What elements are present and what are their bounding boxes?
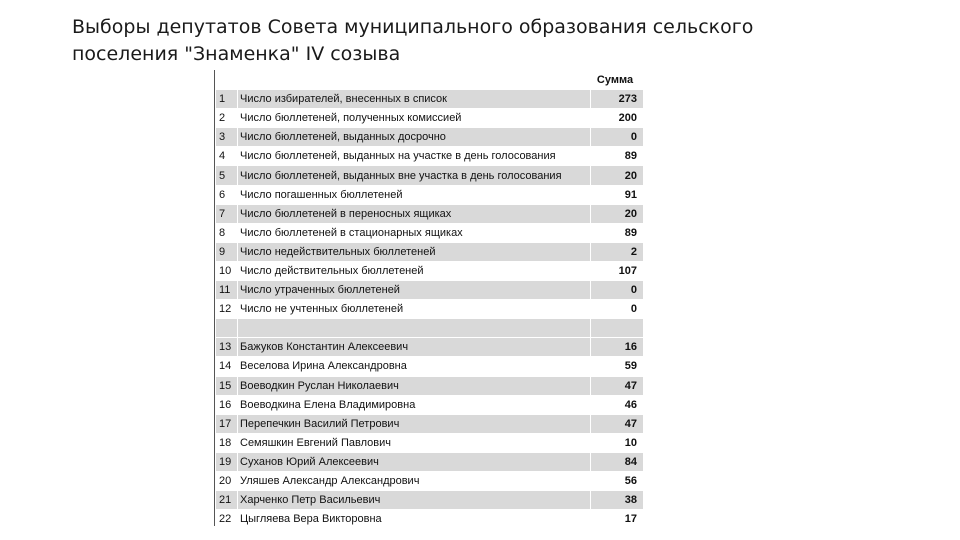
row-number: [216, 319, 238, 338]
row-number: 20: [216, 471, 238, 490]
row-number: 10: [216, 261, 238, 280]
table-row: [216, 338, 644, 357]
row-label: Число не учтенных бюллетеней: [238, 300, 591, 319]
table-row: [216, 109, 644, 128]
row-value: 46: [591, 395, 644, 414]
row-value: 10: [591, 433, 644, 452]
row-label: Число бюллетеней в стационарных ящиках: [238, 223, 591, 242]
row-label: Число бюллетеней, выданных вне участка в день голосования: [238, 166, 591, 185]
table-row: [216, 491, 644, 510]
row-value: 2: [591, 242, 644, 261]
header-label-cell: [238, 71, 591, 90]
row-number: 6: [216, 185, 238, 204]
row-label: Число погашенных бюллетеней: [238, 185, 591, 204]
row-number: 22: [216, 510, 238, 529]
table-row: [216, 204, 644, 223]
table-row: [216, 414, 644, 433]
row-value: 59: [591, 357, 644, 376]
row-value: 89: [591, 223, 644, 242]
row-value: 56: [591, 471, 644, 490]
row-number: 5: [216, 166, 238, 185]
row-number: 16: [216, 395, 238, 414]
row-label: Суханов Юрий Алексеевич: [238, 452, 591, 471]
table-row: [216, 90, 644, 109]
row-number: 15: [216, 376, 238, 395]
row-value: 84: [591, 452, 644, 471]
row-value: 47: [591, 414, 644, 433]
row-value: 107: [591, 261, 644, 280]
row-value: 0: [591, 128, 644, 147]
table-row: [216, 395, 644, 414]
row-value: 20: [591, 166, 644, 185]
row-value: 273: [591, 90, 644, 109]
row-value: 91: [591, 185, 644, 204]
row-number: 12: [216, 300, 238, 319]
slide-title-line-1: Выборы депутатов Совета муниципального образования сельского: [72, 16, 754, 38]
row-label: Число бюллетеней, полученных комиссией: [238, 109, 591, 128]
table-row: [216, 166, 644, 185]
row-label: Воеводкина Елена Владимировна: [238, 395, 591, 414]
row-label: Число бюллетеней в переносных ящиках: [238, 204, 591, 223]
slide-title: [72, 14, 932, 68]
row-label: Уляшев Александр Александрович: [238, 471, 591, 490]
table-header-row: [216, 71, 644, 90]
row-label: Число утраченных бюллетеней: [238, 281, 591, 300]
row-value: 16: [591, 338, 644, 357]
table-spacer-row: [216, 319, 644, 338]
row-value: 47: [591, 376, 644, 395]
row-label: Число бюллетеней, выданных досрочно: [238, 128, 591, 147]
row-number: 18: [216, 433, 238, 452]
row-number: 19: [216, 452, 238, 471]
table-row: [216, 242, 644, 261]
row-number: 14: [216, 357, 238, 376]
row-value: 38: [591, 491, 644, 510]
header-number-cell: [216, 71, 238, 90]
row-label: Семяшкин Евгений Павлович: [238, 433, 591, 452]
table-row: [216, 471, 644, 490]
row-label: Число избирателей, внесенных в список: [238, 90, 591, 109]
table-row: [216, 128, 644, 147]
row-label: Воеводкин Руслан Николаевич: [238, 376, 591, 395]
table-row: [216, 357, 644, 376]
row-value: 17: [591, 510, 644, 529]
table-row: [216, 261, 644, 280]
table-row: [216, 452, 644, 471]
table-row: [216, 510, 644, 529]
row-value: [591, 319, 644, 338]
row-number: 9: [216, 242, 238, 261]
row-label: Число бюллетеней, выданных на участке в день голосования: [238, 147, 591, 166]
results-table: [215, 70, 644, 529]
row-number: 8: [216, 223, 238, 242]
row-value: 0: [591, 281, 644, 300]
row-number: 11: [216, 281, 238, 300]
row-number: 17: [216, 414, 238, 433]
row-label: Число недействительных бюллетеней: [238, 242, 591, 261]
row-value: 89: [591, 147, 644, 166]
row-number: 7: [216, 204, 238, 223]
row-label: Харченко Петр Васильевич: [238, 491, 591, 510]
row-label: Число действительных бюллетеней: [238, 261, 591, 280]
row-value: 20: [591, 204, 644, 223]
row-number: 21: [216, 491, 238, 510]
header-sum: Сумма: [591, 71, 644, 90]
table-row: [216, 147, 644, 166]
row-number: 1: [216, 90, 238, 109]
results-table-container: [214, 70, 642, 526]
row-number: 3: [216, 128, 238, 147]
table-row: [216, 433, 644, 452]
table-row: [216, 376, 644, 395]
row-label: [238, 319, 591, 338]
row-value: 0: [591, 300, 644, 319]
row-label: Веселова Ирина Александровна: [238, 357, 591, 376]
table-row: [216, 281, 644, 300]
table-row: [216, 185, 644, 204]
table-row: [216, 223, 644, 242]
row-value: 200: [591, 109, 644, 128]
row-label: Бажуков Константин Алексеевич: [238, 338, 591, 357]
row-number: 4: [216, 147, 238, 166]
row-number: 13: [216, 338, 238, 357]
table-row: [216, 300, 644, 319]
row-label: Перепечкин Василий Петрович: [238, 414, 591, 433]
row-number: 2: [216, 109, 238, 128]
slide-title-line-2: поселения "Знаменка" IV созыва: [72, 43, 401, 65]
row-label: Цыгляева Вера Викторовна: [238, 510, 591, 529]
